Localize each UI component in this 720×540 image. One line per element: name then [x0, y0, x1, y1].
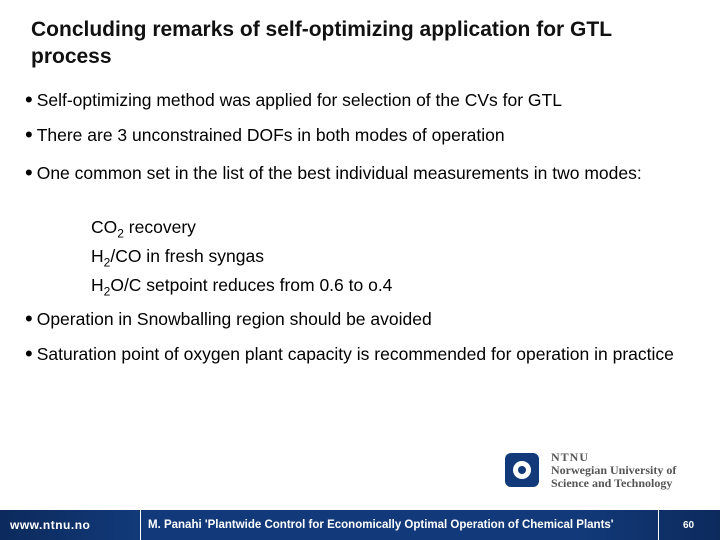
bullet-text: Self-optimizing method was applied for selection of the CVs for GTL [36, 90, 562, 110]
bullet-text: There are 3 unconstrained DOFs in both modes of operation [36, 125, 505, 145]
bullet-item [25, 307, 705, 331]
sub-item: $H_2/CO$ in fresh syngas [91, 246, 264, 270]
bullet-item [25, 161, 705, 185]
bullet-dot-icon: • [25, 160, 33, 185]
footer-divider [140, 510, 141, 540]
footer-caption: M. Panahi 'Plantwide Control for Economically Optimal Operation of Chemical Plants' [148, 519, 614, 531]
bullet-item [25, 123, 705, 147]
page-number: 60 [683, 520, 695, 531]
bullet-text: Operation in Snowballing region should be avoided [36, 309, 432, 329]
bullet-text: Saturation point of oxygen plant capacity is recommended for operation in practice [36, 344, 674, 364]
bullet-dot-icon: • [25, 341, 33, 366]
bullet-dot-icon: • [25, 122, 33, 147]
footer-divider [658, 510, 659, 540]
bullet-dot-icon: • [25, 306, 33, 331]
footer-bar [0, 510, 720, 540]
ntnu-logo-icon [505, 453, 539, 487]
bullet-item [25, 342, 705, 366]
bullet-text: One common set in the list of the best individual measurements in two modes: [36, 163, 642, 183]
sub-item: $CO_2$ recovery [91, 217, 196, 241]
ntnu-logo-text: NTNU Norwegian University of Science and Technology [551, 450, 677, 490]
bullet-item [25, 88, 705, 112]
sub-item: $H_2O/C$ setpoint reduces from 0.6 to o.4 [91, 275, 393, 299]
footer-url: www.ntnu.no [10, 518, 91, 532]
ntnu-logo [505, 449, 705, 495]
slide-title: Concluding remarks of self-optimizing application for GTL process [31, 18, 612, 68]
bullet-dot-icon: • [25, 87, 33, 112]
